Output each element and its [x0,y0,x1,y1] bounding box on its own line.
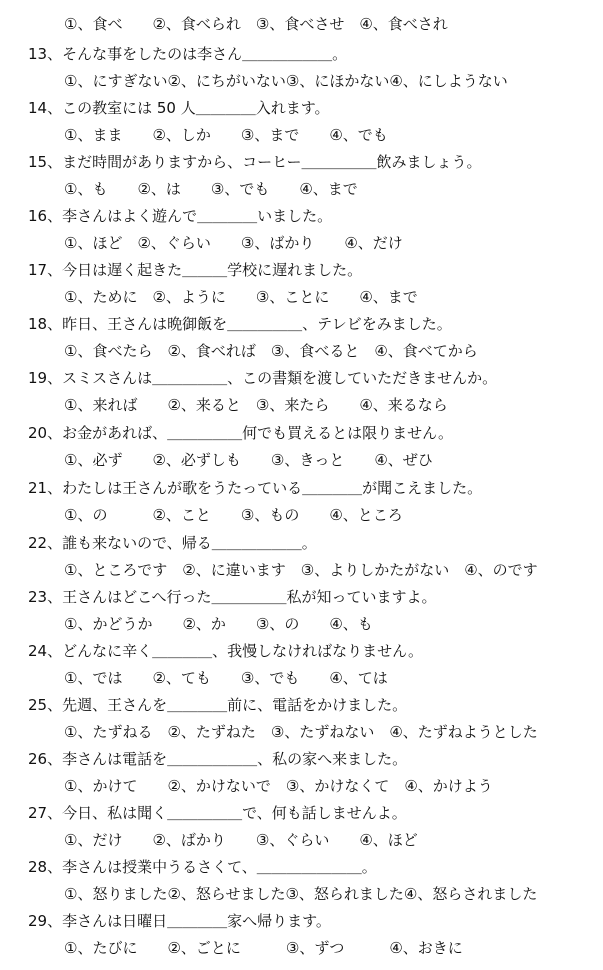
options-14: ①、まま ②、しか ③、まで ④、でも [64,126,388,144]
question-28: 28、李さんは授業中うるさくて、＿＿＿＿＿＿＿。 [28,858,377,876]
options-27: ①、だけ ②、ばかり ③、ぐらい ④、ほど [64,831,418,849]
question-19: 19、スミスさんは＿＿＿＿＿、この書類を渡していただきませんか。 [28,369,498,387]
question-22: 22、誰も来ないので、帰る＿＿＿＿＿＿。 [28,534,317,552]
options-15: ①、も ②、は ③、でも ④、まで [64,180,358,198]
question-13: 13、そんな事をしたのは李さん＿＿＿＿＿＿。 [28,45,348,63]
options-22: ①、ところです ②、に違います ③、よりしかたがない ④、のです [64,561,538,579]
options-18: ①、食べたら ②、食べれば ③、食べると ④、食べてから [64,342,478,360]
question-27: 27、今日、私は聞く＿＿＿＿＿で、何も話しませんよ。 [28,804,407,822]
options-26: ①、かけて ②、かけないで ③、かけなくて ④、かけよう [64,777,493,795]
options-25: ①、たずねる ②、たずねた ③、たずねない ④、たずねようとした [64,723,538,741]
question-29: 29、李さんは日曜日＿＿＿＿家へ帰ります。 [28,912,331,930]
options-21: ①、の ②、こと ③、もの ④、ところ [64,506,403,524]
question-14: 14、この教室には 50 人＿＿＿＿入れます。 [28,99,330,117]
options-20: ①、必ず ②、必ずしも ③、きっと ④、ぜひ [64,451,433,469]
question-17: 17、今日は遅く起きた＿＿＿学校に遅れました。 [28,261,363,279]
question-15: 15、まだ時間がありますから、コーヒー＿＿＿＿＿飲みましょう。 [28,153,482,171]
options-28: ①、怒りました②、怒らせました③、怒られました④、怒らされました [64,885,538,903]
options-29: ①、たびに ②、ごとに ③、ずつ ④、おきに [64,939,463,957]
options-19: ①、来れば ②、来ると ③、来たら ④、来るなら [64,396,448,414]
question-18: 18、昨日、王さんは晩御飯を＿＿＿＿＿、テレビをみました。 [28,315,452,333]
question-25: 25、先週、王さんを＿＿＿＿前に、電話をかけました。 [28,696,408,714]
options-24: ①、では ②、ても ③、でも ④、ては [64,669,388,687]
options-23: ①、かどうか ②、か ③、の ④、も [64,615,373,633]
options-17: ①、ために ②、ように ③、ことに ④、まで [64,288,418,306]
options-16: ①、ほど ②、ぐらい ③、ばかり ④、だけ [64,234,403,252]
question-26: 26、李さんは電話を＿＿＿＿＿＿、私の家へ来ました。 [28,750,408,768]
options-13: ①、にすぎない②、にちがいない③、にほかない④、にしようない [64,72,508,90]
question-21: 21、わたしは王さんが歌をうたっている＿＿＿＿が聞こえました。 [28,479,483,497]
question-16: 16、李さんはよく遊んで＿＿＿＿いました。 [28,207,333,225]
options-12: ①、食べ ②、食べられ ③、食べさせ ④、食べされ [64,15,448,33]
question-23: 23、王さんはどこへ行った＿＿＿＿＿私が知っていますよ。 [28,588,437,606]
question-24: 24、どんなに辛く＿＿＿＿、我慢しなければなりません。 [28,642,423,660]
question-20: 20、お金があれば、＿＿＿＿＿何でも買えるとは限りません。 [28,424,453,442]
